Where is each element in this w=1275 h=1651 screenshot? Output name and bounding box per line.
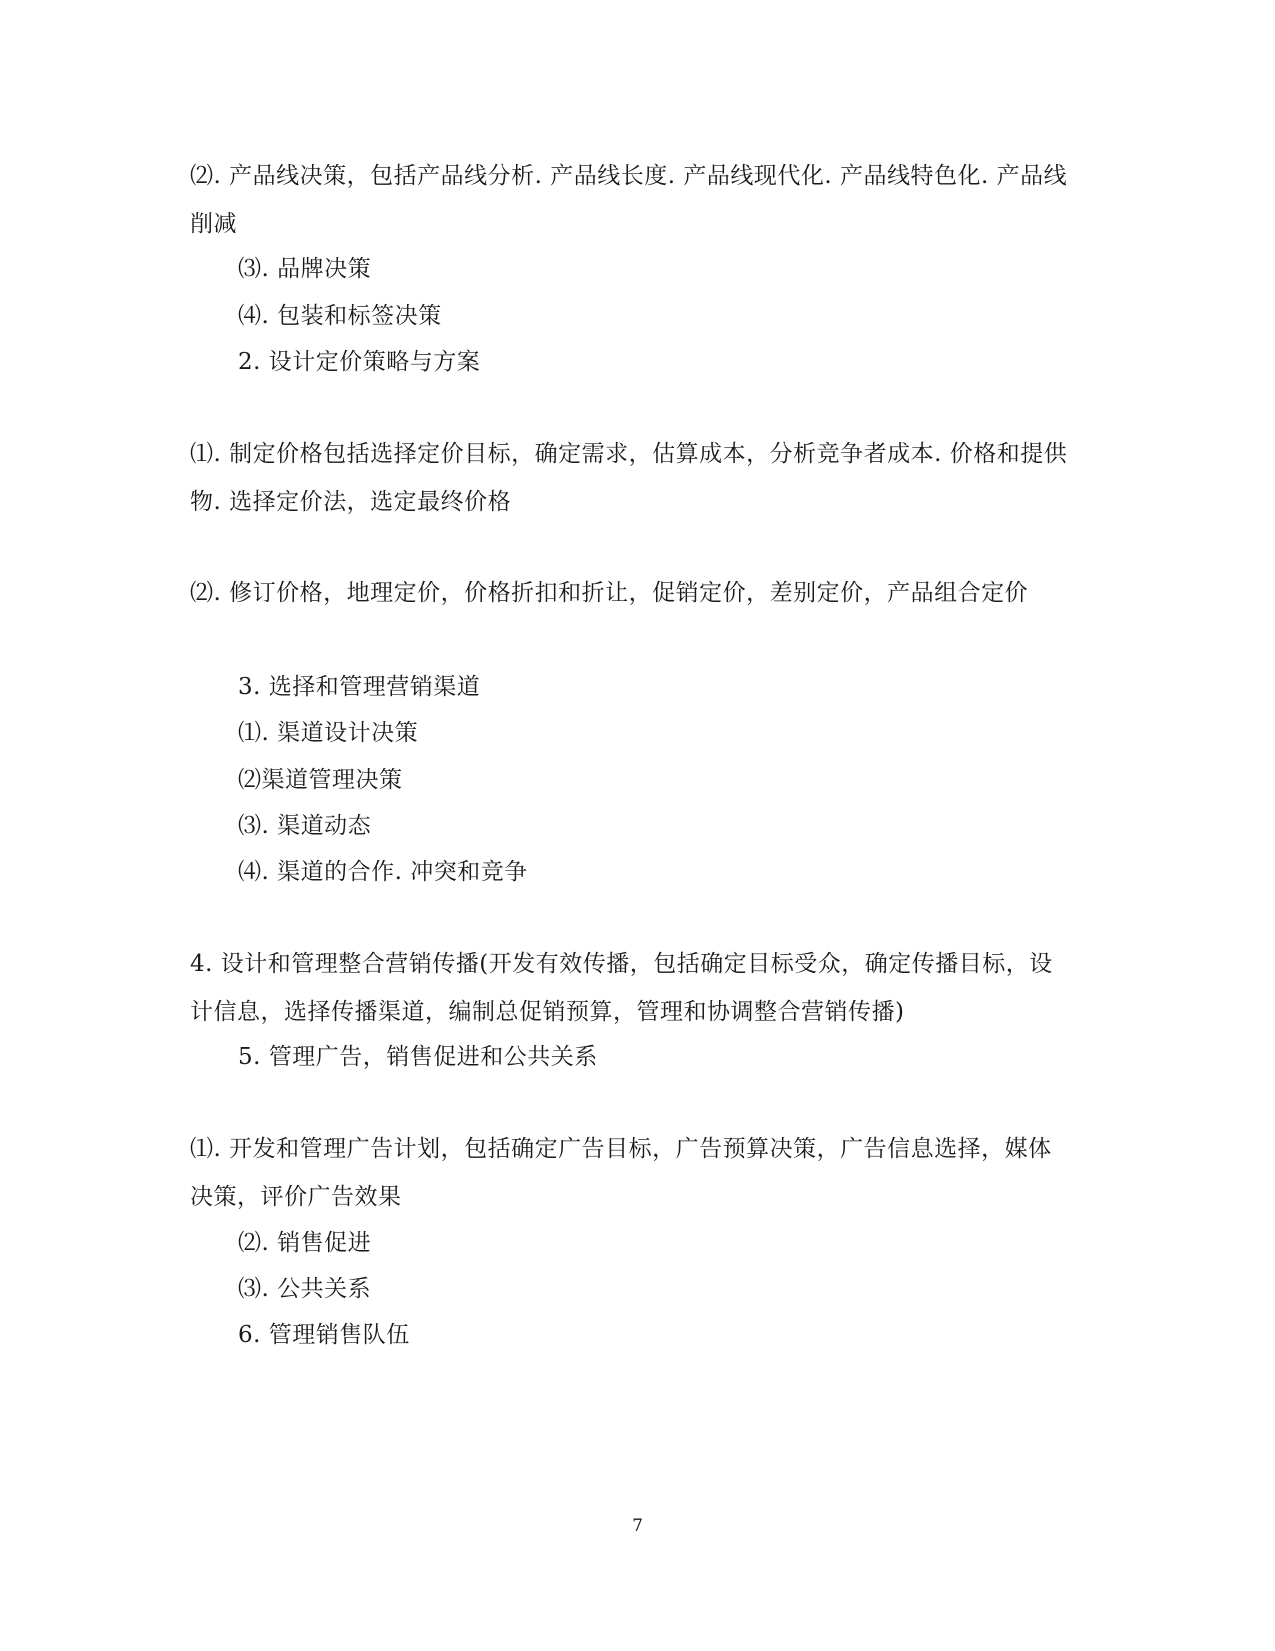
heading-pricing-strategy: 2. 设计定价策略与方案 <box>238 349 481 375</box>
page-number: 7 <box>632 1516 643 1536</box>
heading-advertising-promotion-pr: 5. 管理广告，销售促进和公共关系 <box>238 1044 598 1070</box>
paragraph-sales-promotion: ⑵. 销售促进 <box>238 1230 372 1256</box>
paragraph-revise-price: ⑵. 修订价格，地理定价，价格折扣和折让，促销定价，差别定价，产品组合定价 <box>190 580 1029 606</box>
paragraph-integrated-communication: 4. 设计和管理整合营销传播(开发有效传播，包括确定目标受众，确定传播目标，设计信息，选择传播渠道，编制总促销预算，管理和协调整合营销传播) <box>190 951 1053 1025</box>
heading-marketing-channels: 3. 选择和管理营销渠道 <box>238 674 481 700</box>
heading-sales-force: 6. 管理销售队伍 <box>238 1322 410 1348</box>
paragraph-channel-cooperation: ⑷. 渠道的合作. 冲突和竞争 <box>238 859 528 885</box>
paragraph-packaging-decision: ⑷. 包装和标签决策 <box>238 303 442 329</box>
paragraph-advertising-plan: ⑴. 开发和管理广告计划，包括确定广告目标，广告预算决策，广告信息选择，媒体决策，评价广告效果 <box>190 1136 1052 1210</box>
paragraph-channel-management: ⑵渠道管理决策 <box>238 767 403 793</box>
paragraph-set-price: ⑴. 制定价格包括选择定价目标，确定需求，估算成本，分析竞争者成本. 价格和提供物. 选择定价法，选定最终价格 <box>190 441 1068 515</box>
paragraph-channel-design: ⑴. 渠道设计决策 <box>238 720 419 746</box>
paragraph-brand-decision: ⑶. 品牌决策 <box>238 256 372 282</box>
paragraph-channel-dynamics: ⑶. 渠道动态 <box>238 813 372 839</box>
paragraph-public-relations: ⑶. 公共关系 <box>238 1276 372 1302</box>
paragraph-product-line: ⑵. 产品线决策，包括产品线分析. 产品线长度. 产品线现代化. 产品线特色化. 产品线削减 <box>190 163 1068 237</box>
